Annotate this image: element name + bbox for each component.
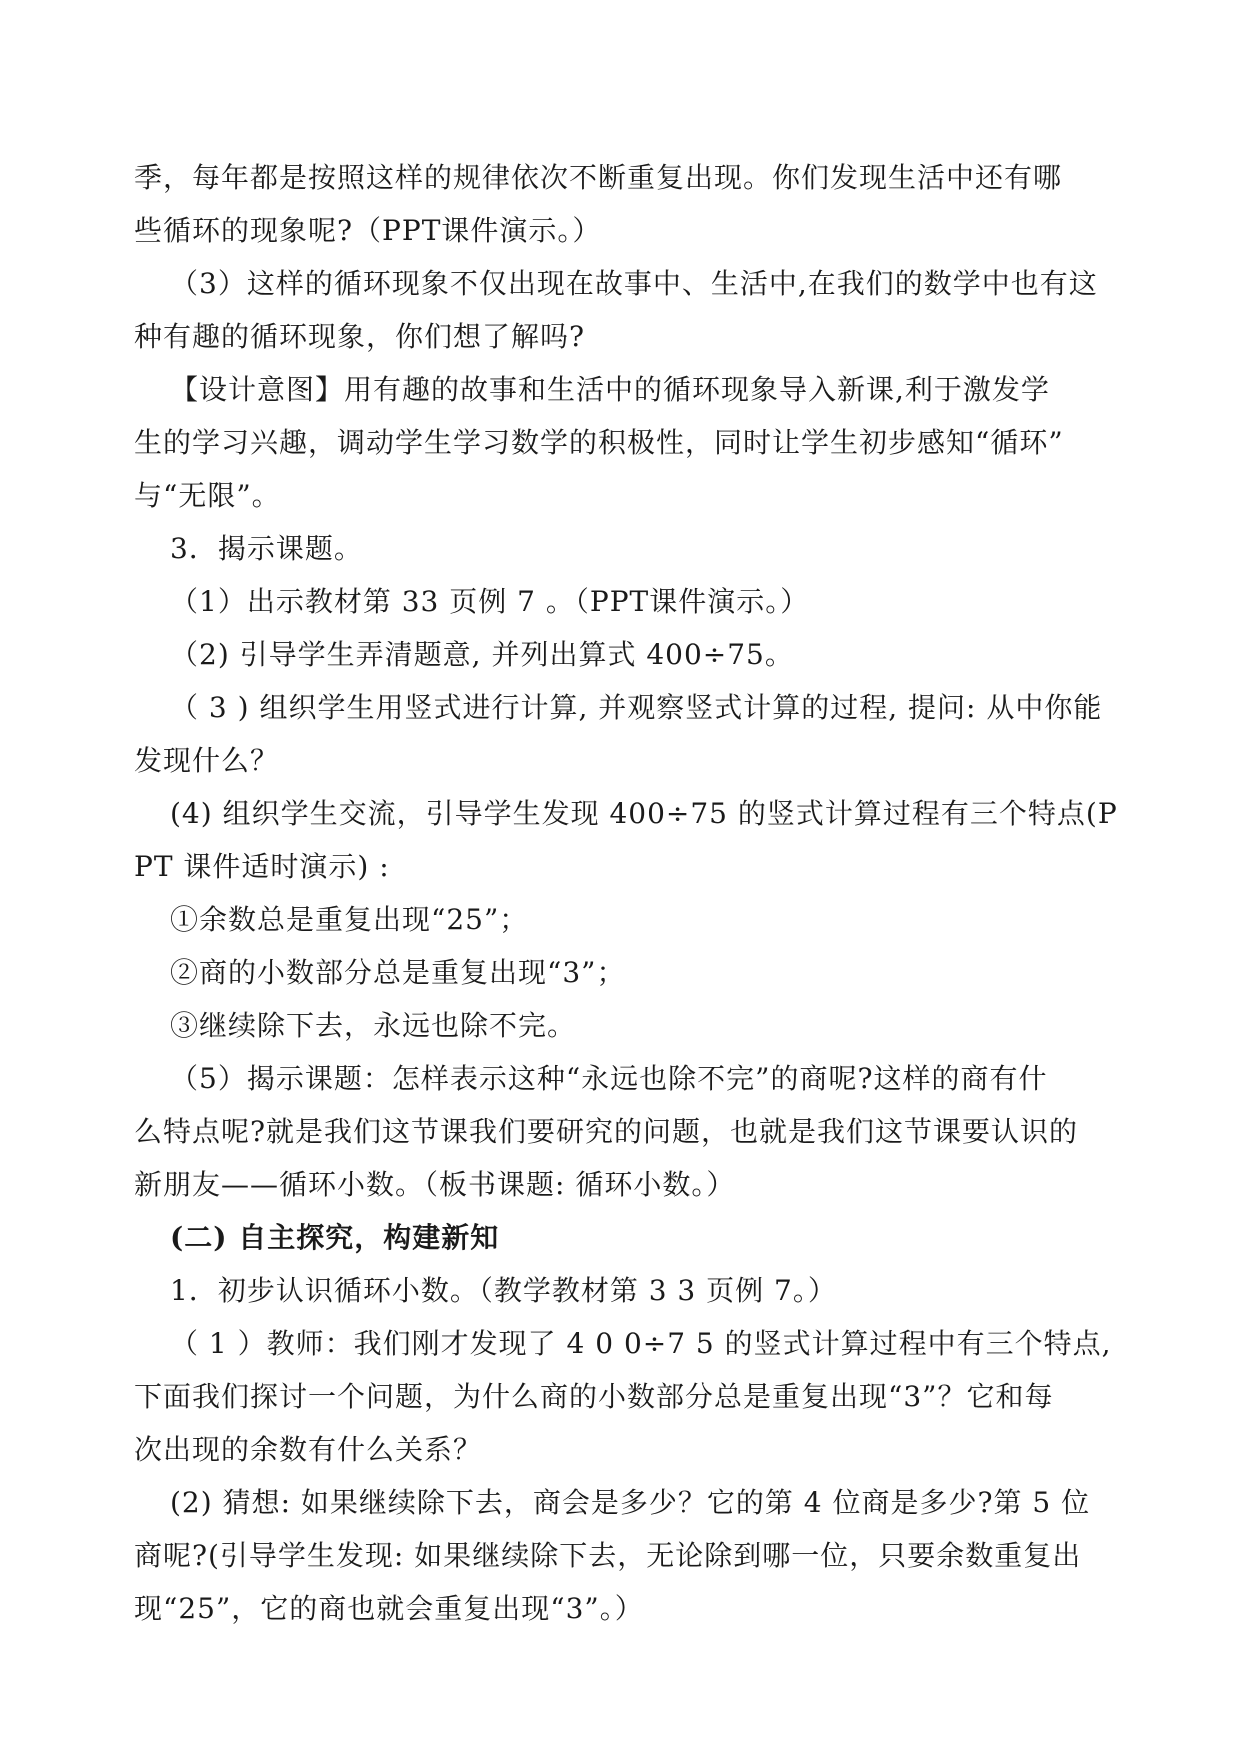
section-heading-line: 3．揭示课题。 [170, 532, 363, 565]
paragraph-line: PT 课件适时演示) : [134, 850, 390, 883]
paragraph-line: （5）揭示课题：怎样表示这种“永远也除不完”的商呢?这样的商有什 [170, 1062, 1048, 1095]
section-heading: (二) 自主探究，构建新知 [170, 1221, 500, 1254]
paragraph-line: (2) 猜想: 如果继续除下去，商会是多少？它的第 4 位商是多少?第 5 位 [170, 1486, 1091, 1519]
paragraph-line: 新朋友——循环小数。（板书课题: 循环小数。） [134, 1168, 736, 1201]
list-item: ②商的小数部分总是重复出现“3”； [170, 956, 626, 989]
paragraph-line: 些循环的现象呢?（PPT课件演示。） [134, 214, 602, 247]
list-item: ③继续除下去，永远也除不完。 [170, 1009, 577, 1042]
paragraph-line: (4) 组织学生交流，引导学生发现 400÷75 的竖式计算过程有三个特点(P [170, 797, 1118, 830]
paragraph-line: （2) 引导学生弄清题意, 并列出算式 400÷75。 [170, 638, 794, 671]
paragraph-line: 次出现的余数有什么关系？ [134, 1433, 483, 1466]
paragraph-line: （1）出示教材第 33 页例 7 。（PPT课件演示。） [170, 585, 810, 618]
paragraph-line: 发现什么？ [134, 744, 280, 777]
paragraph-line: 与“无限”。 [134, 479, 281, 512]
design-intent-heading-line: 【设计意图】用有趣的故事和生活中的循环现象导入新课,利于激发学 [170, 373, 1050, 406]
list-item: ①余数总是重复出现“25”； [170, 903, 529, 936]
paragraph-line: 生的学习兴趣，调动学生学习数学的积极性，同时让学生初步感知“循环” [134, 426, 1064, 459]
paragraph-line: 么特点呢?就是我们这节课我们要研究的问题，也就是我们这节课要认识的 [134, 1115, 1079, 1148]
paragraph-line: 现“25”，它的商也就会重复出现“3”。） [134, 1592, 644, 1625]
paragraph-line: 下面我们探讨一个问题，为什么商的小数部分总是重复出现“3”？它和每 [134, 1380, 1054, 1413]
paragraph-line: 种有趣的循环现象，你们想了解吗? [134, 320, 586, 353]
paragraph-line: （ 1 ）教师：我们刚才发现了 4 0 0÷7 5 的竖式计算过程中有三个特点, [170, 1327, 1112, 1360]
paragraph-line: 1．初步认识循环小数。（教学教材第 3 3 页例 7。） [170, 1274, 837, 1307]
paragraph-line: （ 3 ) 组织学生用竖式进行计算, 并观察竖式计算的过程, 提问: 从中你能 [170, 691, 1103, 724]
paragraph-line: 商呢?(引导学生发现: 如果继续除下去，无论除到哪一位，只要余数重复出 [134, 1539, 1082, 1572]
paragraph-line: （3）这样的循环现象不仅出现在故事中、生活中,在我们的数学中也有这 [170, 267, 1098, 300]
paragraph-line: 季，每年都是按照这样的规律依次不断重复出现。你们发现生活中还有哪 [134, 161, 1063, 194]
